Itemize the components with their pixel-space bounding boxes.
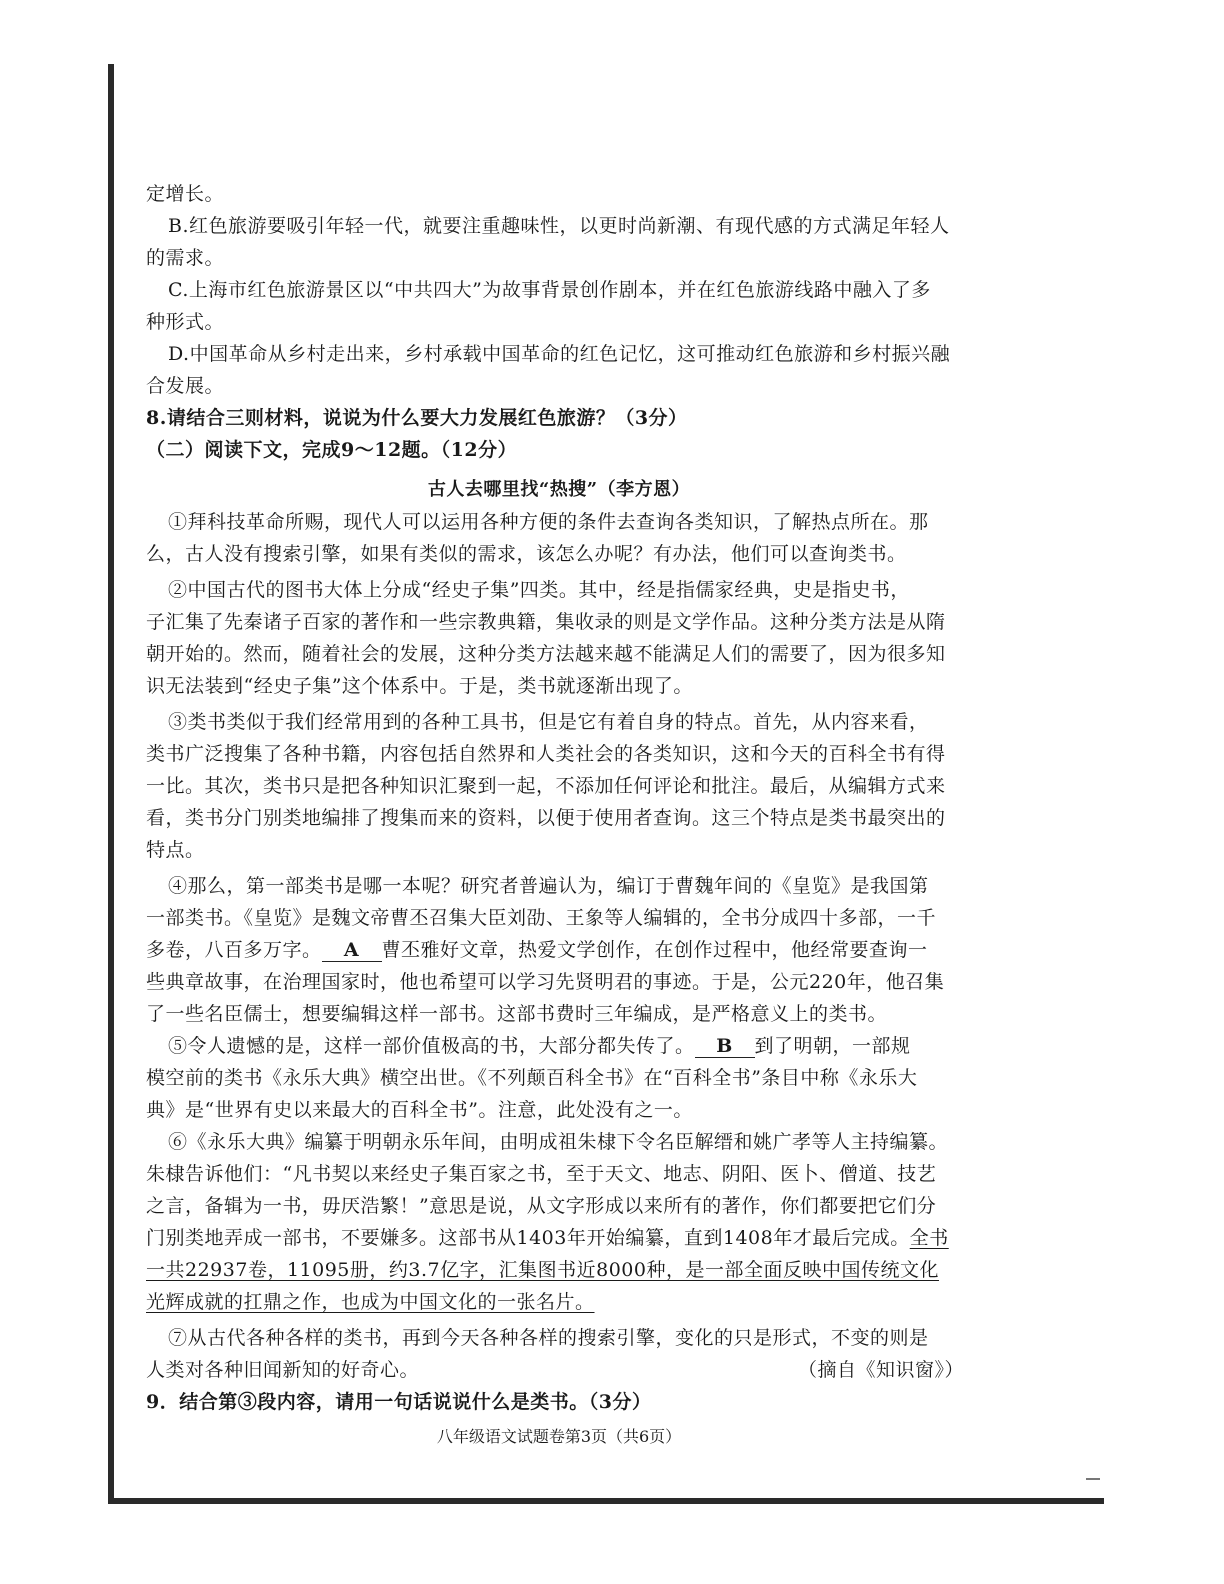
paragraph-line: 特点。 <box>146 839 205 861</box>
paragraph-line: 子汇集了先秦诸子百家的著作和一些宗教典籍，集收录的则是文学作品。这种分类方法是从隋 <box>146 611 946 633</box>
option-b-line1: B.红色旅游要吸引年轻一代，就要注重趣味性，以更时尚新潮、有现代感的方式满足年轻人 <box>168 215 950 237</box>
paragraph-line: ①拜科技革命所赐，现代人可以运用各种方便的条件去查询各类知识，了解热点所在。那 <box>168 511 929 533</box>
paragraph-line: 么，古人没有搜索引擎，如果有类似的需求，该怎么办呢？有办法，他们可以查询类书。 <box>146 543 907 565</box>
paragraph-line: ④那么，第一部类书是哪一本呢？研究者普遍认为，编订于曹魏年间的《皇览》是我国第 <box>168 875 929 897</box>
section-2-heading: （二）阅读下文，完成9～12题。（12分） <box>146 439 518 461</box>
paragraph-line: 看，类书分门别类地编排了搜集而来的资料，以便于使用者查询。这三个特点是类书最突出的 <box>146 807 946 829</box>
paragraph-1 <box>146 506 972 570</box>
text-segment: 多卷，八百多万字。 <box>146 939 322 961</box>
continued-text: 定增长。 <box>146 183 225 205</box>
paragraph-line-mixed <box>146 1222 972 1254</box>
paragraph-5 <box>146 1030 972 1126</box>
paragraph-line: 识无法装到“经史子集”这个体系中。于是，类书就逐渐出现了。 <box>146 675 693 697</box>
paragraph-7 <box>146 1322 972 1386</box>
text-segment: ⑤令人遗憾的是，这样一部价值极高的书，大部分都失传了。 <box>168 1035 695 1057</box>
scan-mark <box>1086 1478 1100 1480</box>
article-title: 古人去哪里找“热搜”（李方恩） <box>427 479 691 500</box>
underlined-text: 全书 <box>909 1227 949 1249</box>
option-d-line2: 合发展。 <box>146 375 225 397</box>
option-c-line1: C.上海市红色旅游景区以“中共四大”为故事背景创作剧本，并在红色旅游线路中融入了多 <box>168 279 931 301</box>
underlined-line: 一共22937卷，11095册，约3.7亿字，汇集图书近8000种，是一部全面反映中国传统文化 <box>146 1259 939 1281</box>
paragraph-4 <box>146 870 972 1030</box>
paragraph-line: 模空前的类书《永乐大典》横空出世。《不列颠百科全书》在“百科全书”条目中称《永乐大 <box>146 1067 918 1089</box>
scan-edge-bottom <box>108 1498 1104 1504</box>
paragraph-line: ⑦从古代各种各样的类书，再到今天各种各样的搜索引擎，变化的只是形式，不变的则是 <box>168 1327 929 1349</box>
paragraph-3 <box>146 706 972 866</box>
text-segment: 曹丕雅好文章，热爱文学创作，在创作过程中，他经常要查询一 <box>381 939 928 961</box>
underlined-text: 光辉成就的扛鼎之作，也成为中国文化的一张名片。 <box>146 1291 595 1313</box>
paragraph-2 <box>146 574 972 702</box>
text-segment: 人类对各种旧闻新知的好奇心。 <box>146 1359 420 1381</box>
paragraph-line: ③类书类似于我们经常用到的各种工具书，但是它有着自身的特点。首先，从内容来看， <box>168 711 929 733</box>
paragraph-line: 了一些名臣儒士，想要编辑这样一部书。这部书费时三年编成，是严格意义上的类书。 <box>146 1003 888 1025</box>
paragraph-6 <box>146 1126 972 1318</box>
question-9: 9．结合第③段内容，请用一句话说说什么是类书。（3分） <box>146 1391 652 1413</box>
paragraph-line: 一比。其次，类书只是把各种知识汇聚到一起，不添加任何评论和批注。最后，从编辑方式来 <box>146 775 946 797</box>
paragraph-line-with-blank <box>146 934 972 966</box>
question-8: 8.请结合三则材料，说说为什么要大力发展红色旅游？（3分） <box>146 407 688 429</box>
option-b-line2: 的需求。 <box>146 247 225 269</box>
scan-edge-left <box>108 64 114 1504</box>
text-segment: 到了明朝，一部规 <box>754 1035 911 1057</box>
option-c-line2: 种形式。 <box>146 311 225 333</box>
paragraph-line: ⑥《永乐大典》编纂于明朝永乐年间，由明成祖朱棣下令名臣解缙和姚广孝等人主持编纂。 <box>168 1131 949 1153</box>
paragraph-line: 一部类书。《皇览》是魏文帝曹丕召集大臣刘劭、王象等人编辑的，全书分成四十多部，一千 <box>146 907 937 929</box>
article-source: （摘自《知识窗》） <box>797 1359 964 1381</box>
paragraph-line: 朝开始的。然而，随着社会的发展，这种分类方法越来越不能满足人们的需要了，因为很多知 <box>146 643 946 665</box>
paragraph-line: 典》是“世界有史以来最大的百科全书”。注意，此处没有之一。 <box>146 1099 693 1121</box>
paragraph-line: 些典章故事，在治理国家时，他也希望可以学习先贤明君的事迹。于是，公元220年，他召集 <box>146 971 945 993</box>
paragraph-line-with-source <box>146 1354 972 1386</box>
paragraph-line: 类书广泛搜集了各种书籍，内容包括自然界和人类社会的各类知识，这和今天的百科全书有得 <box>146 743 946 765</box>
exam-page <box>146 178 972 1447</box>
text-segment: 门别类地弄成一部书，不要嫌多。这部书从1403年开始编纂，直到1408年才最后完成。 <box>146 1227 910 1249</box>
blank-b: B <box>695 1035 755 1058</box>
paragraph-line: ②中国古代的图书大体上分成“经史子集”四类。其中，经是指儒家经典，史是指史书， <box>168 579 910 601</box>
paragraph-line-with-blank <box>146 1030 972 1062</box>
underlined-line-wrap <box>146 1286 972 1318</box>
paragraph-line: 朱棣告诉他们：“凡书契以来经史子集百家之书，至于天文、地志、阴阳、医卜、僧道、技艺 <box>146 1163 937 1185</box>
option-d-line1: D.中国革命从乡村走出来，乡村承载中国革命的红色记忆，这可推动红色旅游和乡村振兴融 <box>168 343 951 365</box>
page-footer: 八年级语文试题卷第3页（共6页） <box>436 1427 682 1446</box>
blank-a: A <box>322 939 382 962</box>
paragraph-line: 之言，备辑为一书，毋厌浩繁！”意思是说，从文字形成以来所有的著作，你们都要把它们分 <box>146 1195 937 1217</box>
